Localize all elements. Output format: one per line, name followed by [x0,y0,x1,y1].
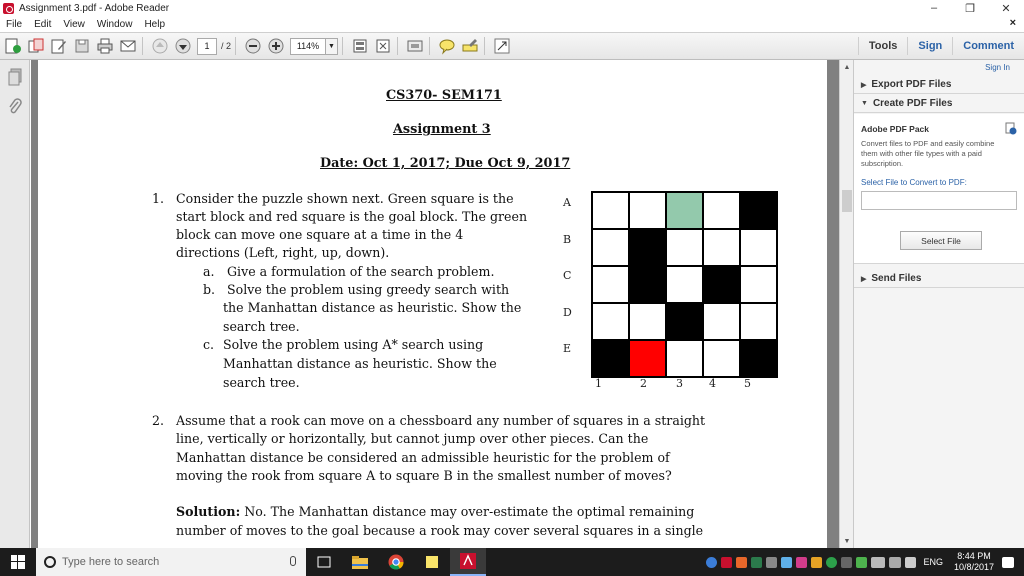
grid-col-label: 4 [709,377,716,390]
grid-cell-d3 [666,303,703,340]
chevron-right-icon: ▶ [861,81,867,89]
grid-cell-a2 [629,192,666,229]
tools-pane [853,60,1024,548]
select-file-label: Select File to Convert to PDF: [861,178,967,187]
read-mode-icon[interactable] [405,36,425,56]
grid-row-label: B [563,233,572,246]
comment-icon[interactable] [437,36,457,56]
tray-icon[interactable] [751,557,762,568]
grid-cell-e1 [592,340,629,377]
tray-icon[interactable] [796,557,807,568]
help-icon[interactable] [706,557,717,568]
grid-cell-e4 [703,340,740,377]
grid-cell-b4 [703,229,740,266]
system-tray [704,548,1024,576]
document-close-button[interactable]: × [1009,17,1016,29]
grid-cell-c4 [703,266,740,303]
toolbar-separator [342,37,343,55]
folder-icon [352,556,368,569]
grid-cell-e2 [629,340,666,377]
action-center-icon[interactable] [1002,557,1014,568]
grid-cell-a4 [703,192,740,229]
scroll-down-icon[interactable]: ▼ [843,537,851,545]
start-button[interactable] [0,548,36,576]
search-placeholder: Type here to search [62,556,160,568]
taskbar-chrome[interactable] [378,548,414,576]
zoom-in-icon[interactable] [266,36,286,56]
title-bar [0,0,1024,16]
q1-line: Consider the puzzle shown next. Green square is the [176,191,514,206]
dates-heading: Date: Oct 1, 2017; Due Oct 9, 2017 [320,156,571,171]
pdf-pack-panel [854,114,1024,264]
task-view-button[interactable] [306,548,342,576]
pdf-pack-description: Convert files to PDF and easily combine them with other file types with a paid subscription. [861,139,995,168]
send-files-label: Send Files [871,273,922,284]
cortana-icon [44,556,56,568]
volume-icon[interactable] [905,557,916,568]
toolbar-right-links [858,33,1024,59]
pdf-page [38,60,827,548]
send-files-section[interactable] [854,270,1024,288]
q1b-line: the Manhattan distance as heuristic. Show the [223,300,522,315]
print-icon[interactable] [95,36,115,56]
select-file-button[interactable]: Select File [900,231,982,250]
q1c-line: Solve the problem using A* search using [223,337,484,352]
q1-line: block can move one square at a time in the 4 [176,227,464,242]
q1-line: directions (Left, right, up, down). [176,245,390,260]
grid-cell-b2 [629,229,666,266]
window-title: Assignment 3.pdf - Adobe Reader [19,2,170,14]
chevron-right-icon: ▶ [861,275,867,283]
document-viewer[interactable] [31,60,839,548]
adobe-tray-icon[interactable] [721,557,732,568]
question-number: 1. [152,191,165,206]
grid-row-label: A [563,196,571,209]
sticky-notes-icon [425,555,439,569]
grid-cell-e5 [740,340,777,377]
grid-cell-c2 [629,266,666,303]
task-view-icon [317,556,331,568]
solution-line: number of moves to the goal because a rook may cover several squares in a single [176,523,704,538]
tray-icon[interactable] [826,557,837,568]
scroll-thumb[interactable] [842,190,852,212]
create-pdf-label: Create PDF Files [872,98,953,109]
chrome-icon [388,554,404,570]
course-heading: CS370- SEM171 [386,88,502,103]
battery-icon[interactable] [889,557,901,568]
grid-row-label: D [563,306,572,319]
comment-link[interactable]: Comment [952,37,1024,55]
minimize-button[interactable]: – [930,2,938,14]
grid-cell-d2 [629,303,666,340]
highlight-icon[interactable] [460,36,480,56]
page-number-input[interactable]: 1 [197,38,217,55]
grid-col-label: 1 [595,377,602,390]
q1c-line: search tree. [223,375,300,390]
grid-cell-d5 [740,303,777,340]
tray-icon[interactable] [781,557,792,568]
solution-label: Solution: [176,504,241,519]
vertical-scrollbar[interactable] [839,60,853,548]
chevron-down-icon[interactable]: ▼ [326,38,338,55]
grid-cell-d4 [703,303,740,340]
solution-text: No. The Manhattan distance may over-estimate the optimal remaining [240,504,695,519]
zoom-level-input[interactable]: 114% [290,38,326,55]
grid-cell-a1 [592,192,629,229]
grid-col-label: 3 [676,377,683,390]
sign-link[interactable]: Sign [907,37,952,55]
toolbar-separator [142,37,143,55]
windows-logo-icon [11,555,25,569]
file-path-input[interactable] [861,191,1017,210]
menu-window[interactable]: Window [96,18,133,30]
q1a-text: Give a formulation of the search problem. [227,264,495,279]
q1b-line: search tree. [223,319,300,334]
adobe-reader-taskbar-icon [460,553,476,569]
previous-page-icon[interactable] [150,36,170,56]
tray-icon[interactable] [811,557,822,568]
microphone-icon[interactable] [290,556,296,566]
create-pdf-icon[interactable] [3,36,23,56]
tray-icon[interactable] [766,557,777,568]
combine-files-icon[interactable] [26,36,46,56]
grid-cell-a5 [740,192,777,229]
q1c-line: Manhattan distance as heuristic. Show the [223,356,497,371]
clock-date: 10/8/2017 [953,562,994,572]
q2-line: Assume that a rook can move on a chessboard any number of squares in a straight [176,413,706,428]
chevron-down-icon: ▼ [861,100,868,107]
window-controls [916,0,1024,16]
tools-link[interactable]: Tools [858,37,908,55]
grid-cell-c5 [740,266,777,303]
subitem-marker: a. [203,264,215,279]
input-language[interactable]: ENG [923,557,943,567]
menu-file[interactable]: File [6,18,23,30]
attachments-icon[interactable] [5,96,25,118]
grid-cell-d1 [592,303,629,340]
close-button[interactable]: ✕ [1001,2,1011,15]
next-page-icon[interactable] [173,36,193,56]
adobe-reader-icon [3,3,14,14]
toolbar-separator [235,37,236,55]
full-screen-icon[interactable] [373,36,393,56]
grid-cell-b3 [666,229,703,266]
toolbar-separator [397,37,398,55]
q1-line: start block and red square is the goal block. The green [176,209,528,224]
menu-view[interactable]: View [63,18,85,30]
grid-cell-c1 [592,266,629,303]
taskbar-sticky-notes[interactable] [414,548,450,576]
fit-page-icon[interactable] [350,36,370,56]
subitem-marker: c. [203,337,215,352]
tray-icon[interactable] [856,557,867,568]
menu-edit[interactable]: Edit [34,18,52,30]
taskbar-file-explorer[interactable] [342,548,378,576]
pdf-pack-title: Adobe PDF Pack [861,124,930,134]
sign-in-link[interactable]: Sign In [985,63,1010,72]
q2-line: line, vertically or horizontally, but cannot jump over other pieces. Can the [176,431,649,446]
subitem-marker: b. [203,282,216,297]
grid-col-label: 2 [640,377,647,390]
taskbar-adobe-reader[interactable] [450,548,486,576]
toolbar-separator [429,37,430,55]
pdf-pack-icon [1005,122,1017,135]
wifi-icon[interactable] [871,557,885,568]
export-pdf-label: Export PDF Files [871,79,952,90]
grid-cell-b5 [740,229,777,266]
grid-row-label: E [563,342,572,355]
email-icon[interactable] [118,36,138,56]
q2-line: moving the rook from square A to square B in the smallest number of moves? [176,468,672,483]
page-thumbnails-icon[interactable] [5,66,25,88]
save-icon[interactable] [72,36,92,56]
toolbar [0,32,1024,60]
grid-cell-c3 [666,266,703,303]
page-total: / 2 [221,41,232,51]
q1b-line: Solve the problem using greedy search with [227,282,510,297]
clock[interactable] [954,551,994,573]
tray-icon[interactable] [841,557,852,568]
grid-cell-e3 [666,340,703,377]
navigation-pane [0,60,30,548]
menu-help[interactable]: Help [144,18,166,30]
restore-button[interactable]: ❐ [965,2,975,15]
puzzle-grid [591,191,778,378]
grid-row-label: C [563,269,572,282]
assignment-heading: Assignment 3 [393,122,491,137]
question-number: 2. [152,413,165,428]
windows-taskbar [0,548,1024,576]
toolbar-separator [484,37,485,55]
clock-time: 8:44 PM [957,551,991,561]
edit-pdf-icon[interactable] [49,36,69,56]
grid-col-label: 5 [744,377,751,390]
solution-line [176,504,694,519]
expand-icon[interactable] [492,36,512,56]
app-tray-icon[interactable] [736,557,747,568]
export-pdf-section[interactable] [854,76,1024,94]
grid-cell-b1 [592,229,629,266]
zoom-out-icon[interactable] [243,36,263,56]
create-pdf-section[interactable] [854,95,1024,113]
taskbar-search-box[interactable] [36,548,306,576]
q2-line: Manhattan distance be considered an admissible heuristic for the problem of [176,450,670,465]
menu-bar [0,16,1024,32]
grid-cell-a3 [666,192,703,229]
scroll-up-icon[interactable]: ▲ [843,63,851,71]
